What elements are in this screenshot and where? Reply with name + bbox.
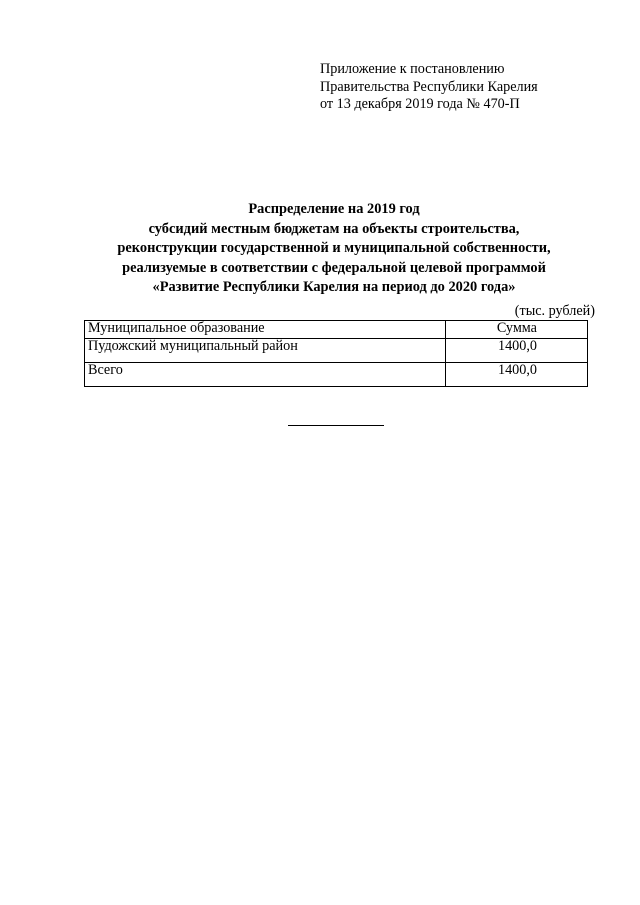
table-row-total (85, 363, 588, 387)
document-title (80, 200, 588, 298)
title-line: «Развитие Республики Карелия на период до 2020 года» (152, 279, 516, 295)
units-label: (тыс. рублей) (514, 303, 595, 319)
municipality-cell: Пудожский муниципальный район (85, 339, 446, 363)
appendix-header (320, 61, 538, 114)
total-label-cell: Всего (85, 363, 446, 387)
sum-cell: 1400,0 (446, 339, 588, 363)
appendix-line: от 13 декабря 2019 года № 470-П (320, 96, 520, 112)
table-header-row (85, 321, 588, 339)
closing-divider (288, 425, 384, 426)
table-row (85, 339, 588, 363)
appendix-line: Приложение к постановлению (320, 61, 505, 77)
subsidies-table (84, 320, 588, 387)
appendix-line: Правительства Республики Карелия (320, 78, 538, 95)
title-line: субсидий местным бюджетам на объекты строительства, (148, 220, 520, 237)
column-header-municipality: Муниципальное образование (85, 321, 446, 339)
column-header-sum: Сумма (446, 321, 588, 339)
title-line: реализуемые в соответствии с федеральной целевой программой (122, 259, 546, 276)
total-sum-cell: 1400,0 (446, 363, 588, 387)
title-line: реконструкции государственной и муниципальной собственности, (117, 240, 551, 256)
title-line: Распределение на 2019 год (248, 201, 420, 217)
